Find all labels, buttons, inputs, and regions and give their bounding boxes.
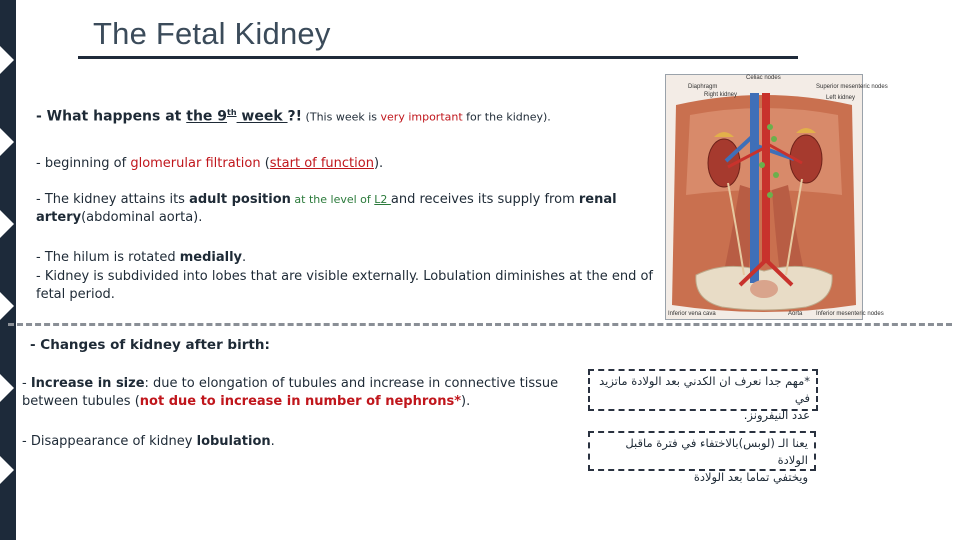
figure-label: Right kidney bbox=[704, 92, 738, 98]
bar-notch bbox=[0, 210, 14, 238]
figure-label: Inferior mesenteric nodes bbox=[816, 311, 884, 317]
anatomy-illustration bbox=[666, 75, 862, 319]
size-increase-line: - Increase in size: due to elongation of tubules and increase in connective tissue between tubules (not due to increase in number of nephrons*). bbox=[22, 376, 559, 409]
figure-label: Aorta bbox=[788, 311, 803, 317]
left-accent-bar bbox=[0, 0, 16, 540]
bar-notch bbox=[0, 46, 14, 74]
arabic-note-nephrons: *مهم جدا نعرف ان الكدني بعد الولادة ماتزيد في عدد النيفرونز. bbox=[588, 369, 818, 411]
figure-label: Celiac nodes bbox=[746, 75, 781, 81]
bar-notch bbox=[0, 456, 14, 484]
figure-label: Diaphragm bbox=[688, 84, 718, 90]
lobulation-line: - Disappearance of kidney lobulation. bbox=[22, 434, 275, 449]
hilum-line: - The hilum is rotated medially. bbox=[36, 250, 247, 265]
arabic-note-lobulation: يعنا الـ (لوبس)بالاختفاء في فترة ماقبل الولادة ويختفي تماما بعد الولادة bbox=[588, 431, 816, 471]
kidney-anatomy-figure bbox=[665, 74, 888, 320]
lobes-line: - Kidney is subdivided into lobes that are visible externally. Lobulation diminishes at the end of fetal period. bbox=[36, 269, 653, 302]
figure-label: Left kidney bbox=[826, 95, 856, 101]
changes-heading: - Changes of kidney after birth: bbox=[30, 337, 270, 353]
adult-position-line: - The kidney attains its adult position at the level of L2 and receives its supply from renal artery(abdominal aorta). bbox=[36, 192, 617, 225]
ninth-week-line: - What happens at the 9th week ?! (This week is very important for the kidney). bbox=[36, 108, 551, 125]
glomerular-line: - beginning of glomerular filtration (start of function). bbox=[36, 156, 384, 171]
figure-label: Inferior vena cava bbox=[668, 311, 716, 317]
bar-notch bbox=[0, 128, 14, 156]
figure-label: Superior mesenteric nodes bbox=[816, 84, 888, 90]
bar-notch bbox=[0, 292, 14, 320]
title-underline bbox=[78, 56, 798, 59]
section-divider bbox=[8, 323, 952, 326]
page-title: The Fetal Kidney bbox=[93, 16, 331, 51]
bar-notch bbox=[0, 374, 14, 402]
